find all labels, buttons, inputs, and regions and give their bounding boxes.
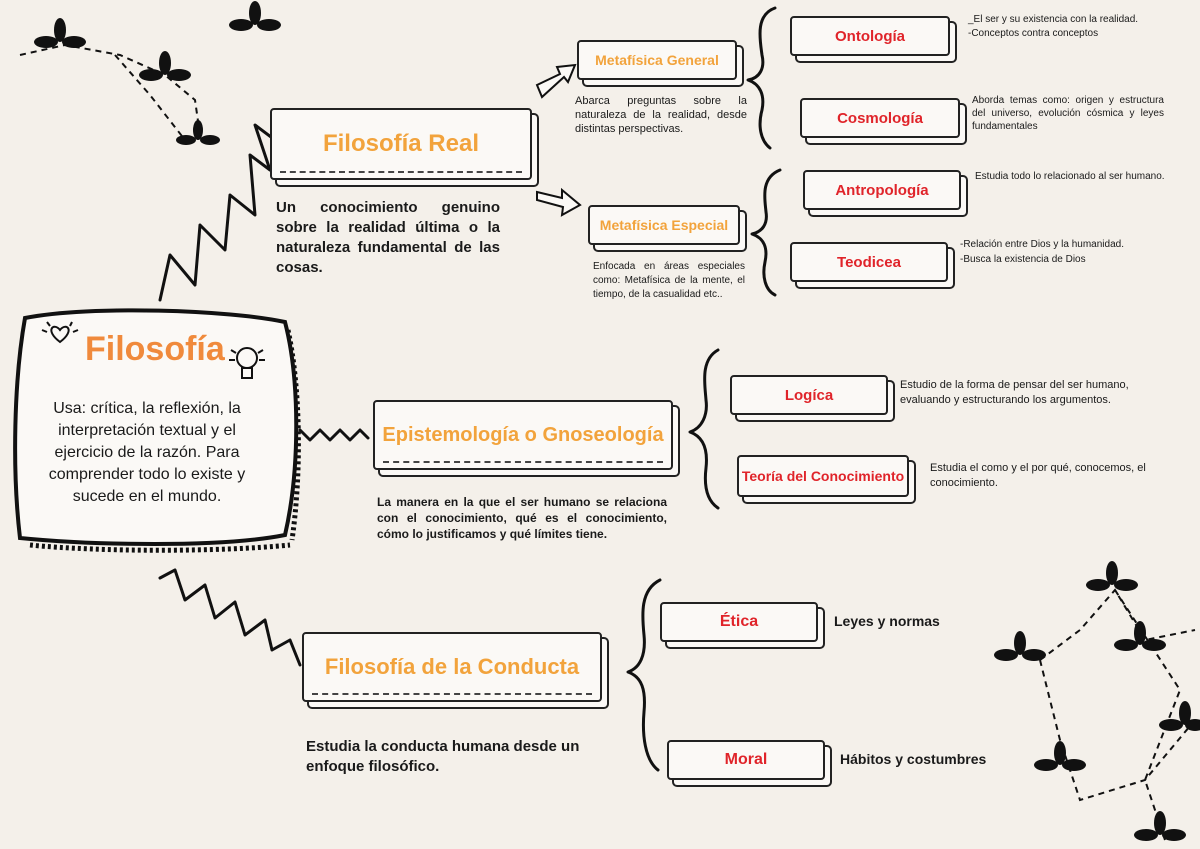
node-filosofia-real[interactable] <box>270 108 532 180</box>
node-moral[interactable] <box>667 740 825 780</box>
connector-epis <box>300 430 368 440</box>
moral-description: Hábitos y costumbres <box>840 751 987 767</box>
node-cosmologia[interactable] <box>800 98 960 138</box>
node-title: Cosmología <box>837 109 923 127</box>
node-title: Antropología <box>835 181 929 199</box>
node-ontologia[interactable] <box>790 16 950 56</box>
filosofia-real-description: Un conocimiento genuino sobre la realidad última o la naturaleza fundamental de las cosas. <box>276 199 500 276</box>
arrow-down <box>537 190 580 215</box>
brace-metafisica-general <box>748 8 775 148</box>
etica-description: Leyes y normas <box>834 613 940 629</box>
arrow-up <box>537 65 575 97</box>
node-metafisica-especial[interactable] <box>588 205 740 245</box>
brace-epistemologia <box>690 350 718 508</box>
brace-metafisica-especial <box>752 170 780 295</box>
metafisica-especial-description: Enfocada en áreas especiales como: Metafísica de la mente, el tiempo, de la casualidad etc.. <box>593 261 745 300</box>
node-antropologia[interactable] <box>803 170 961 210</box>
teoria-description: Estudia el como y el por qué, conocemos, el conocimiento. <box>930 462 1146 489</box>
node-title: Filosofía Real <box>322 130 480 157</box>
node-metafisica-general[interactable] <box>577 40 737 80</box>
epistemologia-description: La manera en la que el ser humano se relaciona con el conocimiento, qué es el conocimiento, cómo lo justificamos y qué límites tiene. <box>377 495 667 541</box>
metafisica-general-description: Abarca preguntas sobre la naturaleza de la realidad, desde distintas perspectivas. <box>575 95 747 135</box>
root-description: Usa: crítica, la reflexión, la interpretación textual y el ejercicio de la razón. Para comprender todo lo existe y sucede en el mundo. <box>48 400 246 505</box>
node-title: Teodicea <box>837 253 901 271</box>
logica-description: Estudio de la forma de pensar del ser humano, evaluando y estructurando los argumentos. <box>900 379 1129 406</box>
antropologia-description: Estudia todo lo relacionado al ser humano. <box>975 171 1165 182</box>
node-title: Ética <box>719 613 759 630</box>
node-title: Filosofía de la Conducta <box>324 654 580 679</box>
root-title: Filosofía <box>85 330 225 368</box>
node-title: Ontología <box>835 27 905 45</box>
node-filosofia-conducta[interactable] <box>302 632 602 702</box>
brace-conducta <box>628 580 660 770</box>
node-etica[interactable] <box>660 602 818 642</box>
node-epistemologia[interactable] <box>373 400 673 470</box>
node-title: Epistemología o Gnoseología <box>382 423 664 446</box>
node-title: Logíca <box>784 386 834 404</box>
node-teoria-conocimiento[interactable] <box>737 455 909 497</box>
node-title: Teoría del Conocimiento <box>741 468 905 484</box>
node-logica[interactable] <box>730 375 888 415</box>
connector-real <box>160 125 275 300</box>
connector-conducta <box>160 570 300 665</box>
node-teodicea[interactable] <box>790 242 948 282</box>
node-title: Metafísica General <box>595 52 719 68</box>
node-title: Moral <box>724 751 768 768</box>
cosmologia-description: Aborda temas como: origen y estructura del universo, evolución cósmica y leyes fundamentales <box>972 95 1164 132</box>
node-title: Metafísica Especial <box>599 217 729 233</box>
teodicea-description: -Relación entre Dios y la humanidad. -Busca la existencia de Dios <box>960 239 1124 265</box>
ontologia-description: _El ser y su existencia con la realidad. -Conceptos contra conceptos <box>968 14 1139 39</box>
conducta-description: Estudia la conducta humana desde un enfoque filosófico. <box>306 738 580 775</box>
